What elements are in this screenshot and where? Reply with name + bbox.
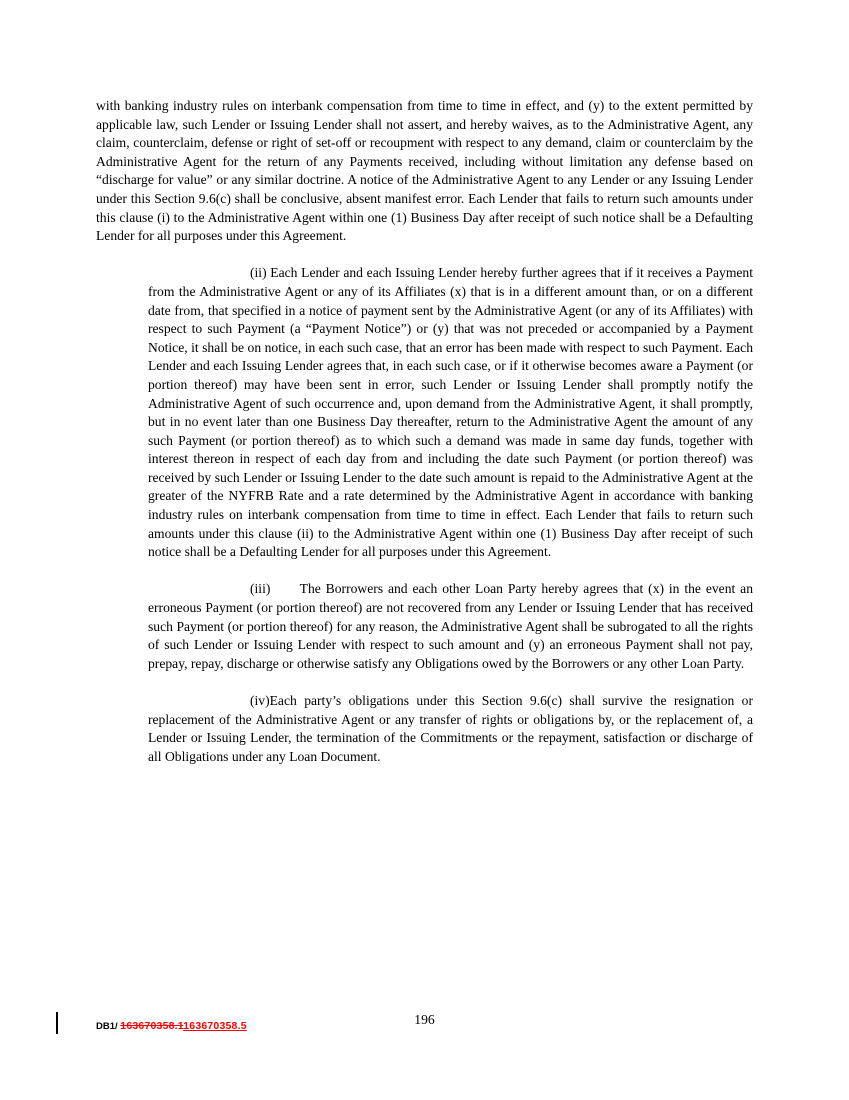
paragraph-continuation: with banking industry rules on interbank compensation from time to time in effect, and (y) to the extent permitted by applicable law, such Lender or Issuing Lender shall not assert, and hereby waives, as to the Administrative Agent, any claim, counterclaim, defense or right of set-off or recoupment with respect to any demand, claim or counterclaim by the Administrative Agent for the return of any Payments received, including without limitation any defense based on “discharge for value” or any similar doctrine. A notice of the Administrative Agent to any Lender or any Issuing Lender under this Section 9.6(c) shall be conclusive, absent manifest error. Each Lender that fails to return such amounts under this clause (i) to the Administrative Agent within one (1) Business Day after receipt of such notice shall be a Defaulting Lender for all purposes under this Agreement. <box>96 98 753 244</box>
footer-doc-id-prefix: DB1/ <box>96 1021 118 1032</box>
footer-doc-id <box>96 1020 247 1032</box>
paragraph-clause-iii: (iii) The Borrowers and each other Loan Party hereby agrees that (x) in the event an erroneous Payment (or portion thereof) are not recovered from any Lender or Issuing Lender that has received such Payment (or portion thereof) for any reason, the Administrative Agent shall be subrogated to all the rights of such Lender or Issuing Lender with respect to such amount and (y) an erroneous Payment shall not pay, prepay, repay, discharge or otherwise satisfy any Obligations owed by the Borrowers or any other Loan Party. <box>148 581 753 671</box>
footer-old-ref: 163670358.1 <box>120 1020 184 1032</box>
paragraph-clause-ii: (ii) Each Lender and each Issuing Lender hereby further agrees that if it receives a Payment from the Administrative Agent or any of its Affiliates (x) that is in a different amount than, or on a different date from, that specified in a notice of payment sent by the Administrative Agent (or any of its Affiliates) with respect to such Payment (a “Payment Notice”) or (y) that was not preceded or accompanied by a Payment Notice, it shall be on notice, in each such case, that an error has been made with respect to such Payment. Each Lender and each Issuing Lender agrees that, in each such case, or if it otherwise becomes aware a Payment (or portion thereof) may have been sent in error, such Lender or Issuing Lender shall promptly notify the Administrative Agent of such occurrence and, upon demand from the Administrative Agent, it shall promptly, but in no event later than one Business Day thereafter, return to the Administrative Agent the amount of any such Payment (or portion thereof) as to which such a demand was made in same day funds, together with interest thereon in respect of each day from and including the date such Payment (or portion thereof) was received by such Lender or Issuing Lender to the date such amount is repaid to the Administrative Agent at the greater of the NYFRB Rate and a rate determined by the Administrative Agent in accordance with banking industry rules on interbank compensation from time to time in effect. Each Lender that fails to return such amounts under this clause (ii) to the Administrative Agent within one (1) Business Day after receipt of such notice shall be a Defaulting Lender for all purposes under this Agreement. <box>148 265 753 560</box>
document-body <box>96 97 753 785</box>
paragraph-clause-iv: (iv)Each party’s obligations under this Section 9.6(c) shall survive the resignation or replacement of the Administrative Agent or any transfer of rights or obligations by, or the replacement of, a Lender or Issuing Lender, the termination of the Commitments or the repayment, satisfaction or discharge of all Obligations under any Loan Document. <box>148 693 753 764</box>
page-number: 196 <box>414 1012 435 1027</box>
footer-new-ref: 163670358.5 <box>183 1020 247 1032</box>
